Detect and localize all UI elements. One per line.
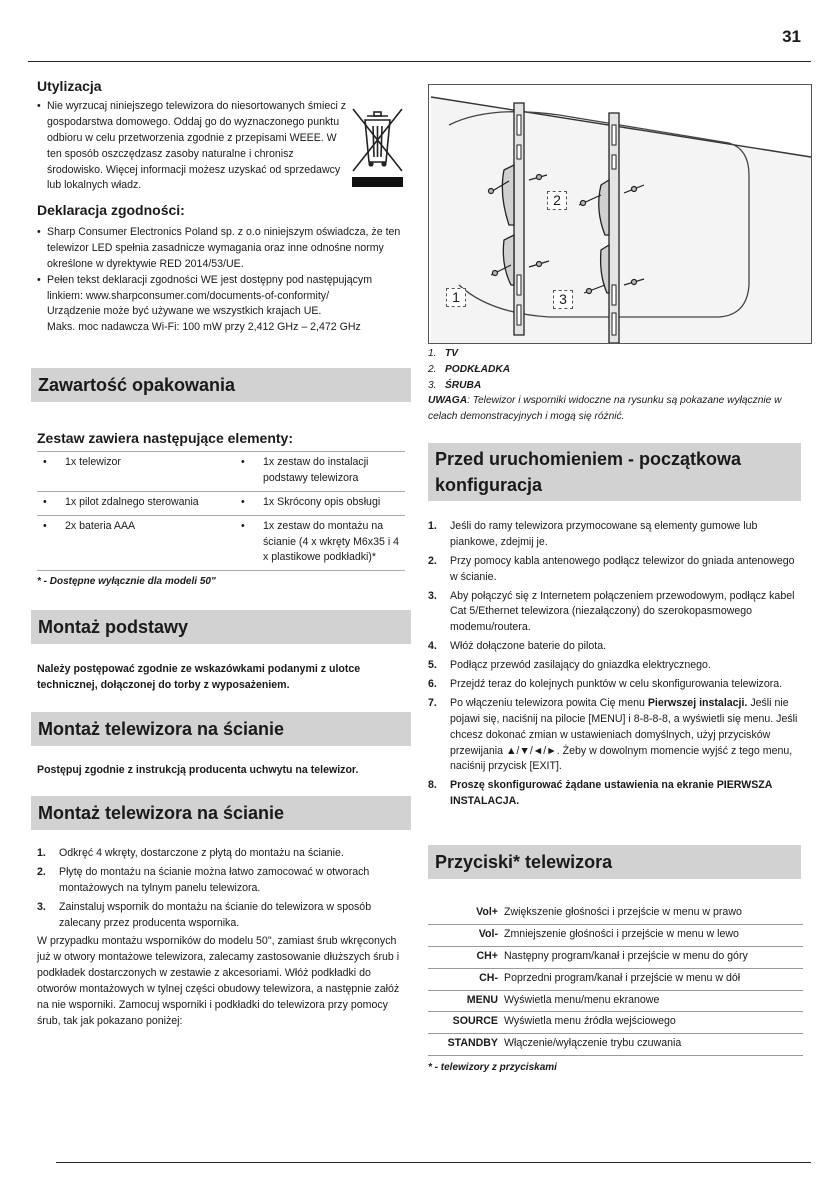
disposal-title: Utylizacja (37, 78, 102, 94)
declaration-item: • Pełen tekst deklaracji zgodności WE jest dostępny pod następującym linkiem: www.sharpconsumer.com/documents-of-conformity/ Urządzenie może być używane we wszystkich krajach UE. Maks. moc nadawcza Wi-Fi: 100 mW przy 2,412 GHz – 2,472 GHz (37, 273, 405, 337)
package-table (37, 451, 405, 571)
stand-band: Montaż podstawy (31, 610, 411, 644)
wall-mount-paragraph: W przypadku montażu wsporników do modelu 50", zamiast śrub wkręconych już w otwory montażowe telewizora, zalecamy zastosowanie dłuższych śrub i podkładek dostarczonych w zestawie z akcesoriami. Włóż podkładki do otworów montażowych w tylnej części obudowy telewizora, a następnie załóż na nie wsporniki. Zamocuj wsporniki i podkładki do telewizora przy pomocy śrub, tak jak pokazano poniżej: (37, 935, 400, 1027)
list-item: 6. Przejdź teraz do kolejnych punktów w celu skonfigurowania telewizora. (428, 678, 783, 691)
table-row: STANDBY Włączenie/wyłączenie trybu czuwania (428, 1034, 803, 1056)
buttons-section (428, 903, 803, 1075)
declaration-item: • Sharp Consumer Electronics Poland sp. z o.o niniejszym oświadcza, że ten telewizor LED spełnia zasadnicze wymagania oraz inne odnośne normy określone w dyrektywie RED 2014/53/UE. (37, 225, 405, 273)
wall-bracket-figure (428, 84, 812, 344)
header-rule (28, 61, 811, 62)
setup-steps (428, 519, 803, 813)
figure-label-1: 1 (446, 288, 466, 307)
list-item: 5. Podłącz przewód zasilający do gniazdka elektrycznego. (428, 659, 711, 672)
weee-bin-icon (350, 107, 405, 189)
list-item: 2. Płytę do montażu na ścianie można łatwo zamocować w otworach montażowych na tylnym panelu telewizora. (37, 865, 370, 894)
tv-back-illustration (429, 85, 811, 343)
declaration-title: Deklaracja zgodności: (37, 202, 185, 218)
table-row: SOURCE Wyświetla menu źródła wejściowego (428, 1012, 803, 1034)
table-row: • 1x telewizor • 1x zestaw do instalacji podstawy telewizora (37, 452, 405, 492)
table-row: CH+ Następny program/kanał i przejście w menu do góry (428, 946, 803, 968)
disposal-section (37, 76, 349, 194)
table-row: Vol- Zmniejszenie głośności i przejście w menu w lewo (428, 924, 803, 946)
list-item: 3. Zainstaluj wspornik do montażu na ścianie do telewizora w sposób zalecany przez producenta wspornika. (37, 900, 372, 929)
setup-band: Przed uruchomieniem - początkowa konfiguracja (428, 443, 801, 501)
wall-mount-text: Postępuj zgodnie z instrukcją producenta uchwytu na telewizor. (37, 764, 359, 776)
figure-label-3: 3 (553, 290, 573, 309)
list-item: 1. Jeśli do ramy telewizora przymocowane są elementy gumowe lub piankowe, zdejmij je. (428, 520, 758, 548)
table-row: Vol+ Zwiększenie głośności i przejście w menu w prawo (428, 903, 803, 924)
package-section (37, 428, 405, 589)
caption-item: 1. TV (428, 348, 459, 359)
table-row: • 2x bateria AAA • 1x zestaw do montażu na ścianie (4 x wkręty M6x35 i 4 x plastikowe podkładki)* (37, 515, 405, 571)
buttons-band: Przyciski* telewizora (428, 845, 801, 879)
list-item: 8. Proszę skonfigurować żądane ustawienia na ekranie PIERWSZA INSTALACJA. (428, 779, 773, 808)
package-band: Zawartość opakowania (31, 368, 411, 402)
list-item: 1. Odkręć 4 wkręty, dostarczone z płytą do montażu na ścianie. (37, 847, 344, 859)
wall-mount-steps (37, 846, 409, 1030)
figure-label-2: 2 (547, 191, 567, 210)
caption-item: 3. ŚRUBA (428, 379, 482, 391)
buttons-note: * - telewizory z przyciskami (428, 1062, 557, 1074)
page-number: 31 (782, 27, 801, 46)
footer-rule (56, 1162, 811, 1163)
list-item: 2. Przy pomocy kabla antenowego podłącz telewizor do gniada antenowego w ścianie. (428, 554, 795, 583)
list-item: 4. Włóż dołączone baterie do pilota. (428, 640, 607, 653)
disposal-text: • Nie wyrzucaj niniejszego telewizora do niesortowanych śmieci z gospodarstwa domowego. Oddaj go do wyznaczonego punktu odbioru w celu przetworzenia zgodnie z przepisami WEEE. W ten sposób oszczędzasz zasoby naturalne i chronisz środowisko. Więcej informacji możesz uzyskać od sprzedawcy lub lokalnych władz. (37, 99, 349, 194)
declaration-section (37, 200, 405, 336)
table-row: MENU Wyświetla menu/menu ekranowe (428, 990, 803, 1012)
wall-mount-band: Montaż telewizora na ścianie (31, 712, 411, 746)
table-row: CH- Poprzedni program/kanał i przejście w menu w dół (428, 968, 803, 990)
wall-mount-steps-band: Montaż telewizora na ścianie (31, 796, 411, 830)
figure-caption (428, 346, 788, 425)
buttons-table (428, 903, 803, 1056)
stand-text: Należy postępować zgodnie ze wskazówkami podanymi z ulotce technicznej, dołączonej do torby z wyposażeniem. (37, 663, 361, 691)
table-row: • 1x pilot zdalnego sterowania • 1x Skrócony opis obsługi (37, 491, 405, 515)
figure-note: UWAGA: Telewizor i wsporniki widoczne na rysunku są pokazane wyłącznie w celach demonstracyjnych i mogą się różnić. (428, 395, 782, 423)
package-note: * - Dostępne wyłącznie dla modeli 50" (37, 576, 216, 588)
caption-item: 2. PODKŁADKA (428, 363, 511, 375)
package-subtitle: Zestaw zawiera następujące elementy: (37, 430, 293, 446)
list-item: 3. Aby połączyć się z Internetem połączeniem przewodowym, podłącz kabel Cat 5/Ethernet telewizora (niezałączony) do szerokopasmowego modemu/routera. (428, 589, 795, 634)
list-item: 7. Po włączeniu telewizora powita Cię menu Pierwszej instalacji. Jeśli nie pojawi się, naciśnij na pilocie [MENU] i 8-8-8-8, a wyświetli się menu. Jeśli chcesz dokonać zmian w ustawieniach domyślnych, użyj przycisków przewijania ▲/▼/◄/►. Żeby w dowolnym momencie wyjść z tego menu, naciśnij przycisk [EXIT]. (428, 696, 798, 773)
